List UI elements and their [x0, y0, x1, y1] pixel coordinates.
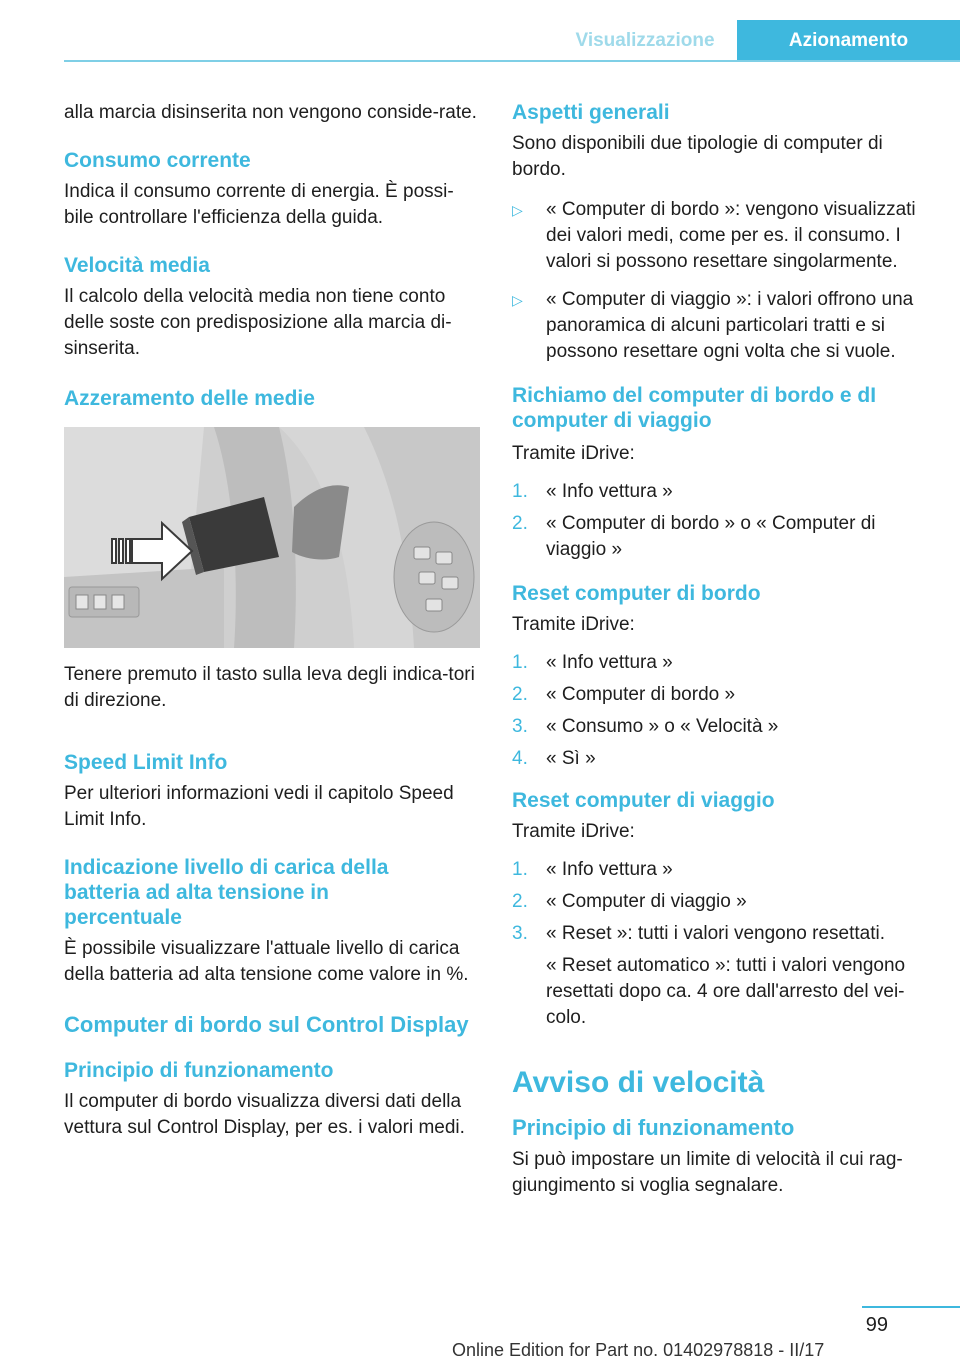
heading-indicazione-livello: Indicazione livello di carica della batteria ad alta tensione in percentuale	[64, 856, 389, 929]
steering-column-lever-illustration	[64, 427, 480, 648]
triangle-bullet-icon: ▷	[512, 292, 523, 308]
list-number: 4.	[512, 748, 528, 769]
paragraph-tramite-idrive-3: Tramite iDrive:	[512, 821, 635, 842]
list-item	[512, 479, 928, 505]
paragraph-tramite-idrive-2: Tramite iDrive:	[512, 614, 635, 635]
list-item-text: « Reset »: tutti i valori vengono resettati.	[546, 923, 886, 944]
paragraph-indicazione: È possibile visualizzare l'attuale livello di carica della batteria ad alta tensione come valore in %.	[64, 938, 469, 985]
triangle-bullet-icon: ▷	[512, 202, 523, 218]
page-number: 99	[865, 1314, 888, 1336]
list-number: 1.	[512, 859, 528, 880]
list-item-text: « Computer di viaggio »	[546, 891, 747, 912]
heading-computer-control-display: Computer di bordo sul Control Display	[64, 1012, 469, 1037]
list-item-text: « Computer di bordo » o « Computer di viaggio »	[546, 513, 876, 560]
list-item	[512, 682, 928, 708]
heading-reset-bordo: Reset computer di bordo	[512, 582, 761, 605]
heading-avviso-velocita: Avviso di velocità	[512, 1066, 765, 1099]
list-item-text: « Computer di viaggio »: i valori offrono una panoramica di alcuni particolari tratti e si possono resettare ogni volta che si vuole.	[546, 289, 914, 362]
paragraph-tenere-premuto: Tenere premuto il tasto sulla leva degli indica‐tori di direzione.	[64, 664, 475, 711]
list-item	[512, 287, 928, 365]
list-number: 2.	[512, 684, 528, 705]
header-rule	[64, 60, 960, 62]
list-item	[512, 511, 928, 563]
list-item	[512, 650, 928, 676]
header-section-visualizzazione: Visualizzazione	[575, 30, 715, 51]
paragraph-principio-2: Si può impostare un limite di velocità il cui rag‐giungimento si voglia segnalare.	[512, 1149, 903, 1196]
list-item	[512, 889, 928, 915]
paragraph-tramite-idrive-1: Tramite iDrive:	[512, 443, 635, 464]
list-item-text: « Info vettura »	[546, 652, 673, 673]
list-number: 3.	[512, 716, 528, 737]
footer-rule	[862, 1306, 960, 1308]
heading-richiamo-computer: Richiamo del computer di bordo e dI computer di viaggio	[512, 384, 877, 432]
paragraph-reset-automatico: « Reset automatico »: tutti i valori vengono resettati dopo ca. 4 ore dall'arresto del vei‐colo.	[546, 955, 906, 1028]
heading-azzeramento: Azzeramento delle medie	[64, 387, 315, 410]
list-item-text: « Computer di bordo »	[546, 684, 736, 705]
list-item-text: « Consumo » o « Velocità »	[546, 716, 779, 737]
heading-principio-funzionamento-2: Principio di funzionamento	[512, 1115, 795, 1140]
paragraph-intro: alla marcia disinserita non vengono conside‐rate.	[64, 102, 477, 123]
list-item-text: « Info vettura »	[546, 481, 673, 502]
list-item	[512, 746, 928, 772]
list-item	[512, 857, 928, 883]
heading-aspetti-generali: Aspetti generali	[512, 101, 670, 124]
list-item-text: « Sì »	[546, 748, 596, 769]
numbered-list-reset-viaggio	[512, 857, 928, 947]
list-item	[512, 197, 928, 275]
heading-reset-viaggio: Reset computer di viaggio	[512, 789, 775, 812]
heading-speed-limit-info: Speed Limit Info	[64, 751, 228, 774]
footer-edition: Online Edition for Part no. 01402978818 - II/17	[452, 1340, 825, 1360]
list-number: 2.	[512, 891, 528, 912]
heading-principio-funzionamento: Principio di funzionamento	[64, 1059, 334, 1082]
paragraph-principio: Il computer di bordo visualizza diversi dati della vettura sul Control Display, per es. i valori medi.	[64, 1091, 465, 1138]
heading-velocita-media: Velocità media	[64, 254, 210, 277]
bullet-list-tipologie	[512, 197, 928, 365]
list-number: 3.	[512, 923, 528, 944]
paragraph-speed-limit: Per ulteriori informazioni vedi il capitolo Speed Limit Info.	[64, 783, 454, 830]
list-number: 1.	[512, 481, 528, 502]
heading-consumo-corrente: Consumo corrente	[64, 149, 251, 172]
list-number: 1.	[512, 652, 528, 673]
list-item-text: « Computer di bordo »: vengono visualizzati dei valori medi, come per es. il consumo. I valori si possono resettare singolarmente.	[546, 199, 916, 272]
left-column	[64, 100, 480, 1141]
numbered-list-reset-bordo	[512, 650, 928, 772]
right-column	[512, 100, 928, 1199]
paragraph-velocita: Il calcolo della velocità media non tiene conto delle soste con predisposizione alla marcia di‐sinserita.	[64, 286, 452, 359]
list-item-text: « Info vettura »	[546, 859, 673, 880]
header-section-azionamento: Azionamento	[737, 20, 960, 62]
numbered-list-richiamo	[512, 479, 928, 563]
paragraph-aspetti: Sono disponibili due tipologie di computer di bordo.	[512, 133, 883, 180]
list-item	[512, 921, 928, 947]
paragraph-consumo: Indica il consumo corrente di energia. È possi‐bile controllare l'efficienza della guida.	[64, 181, 454, 228]
list-item	[512, 714, 928, 740]
list-number: 2.	[512, 513, 528, 534]
